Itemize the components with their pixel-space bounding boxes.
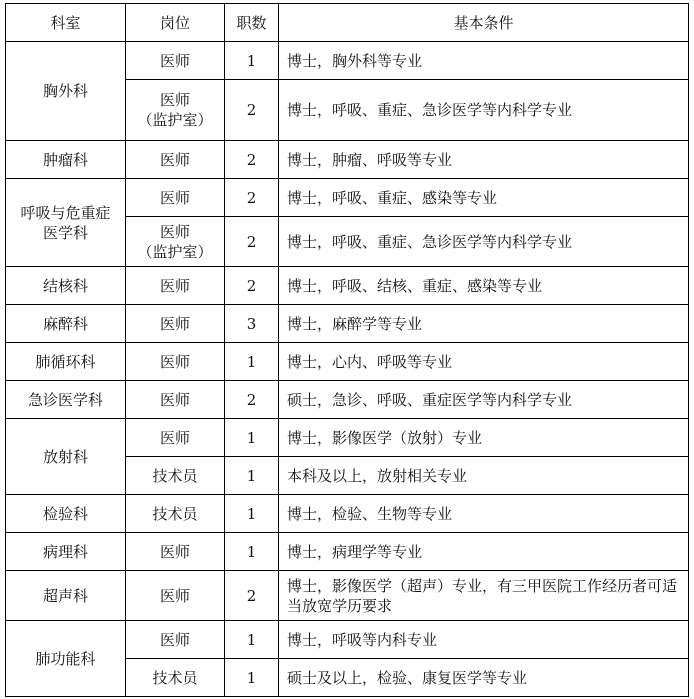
count-cell: 2 xyxy=(225,141,279,179)
post-cell: 技术员 xyxy=(126,659,225,697)
requirement-cell: 博士，胸外科等专业 xyxy=(279,42,689,80)
count-cell: 1 xyxy=(225,343,279,381)
count-cell: 2 xyxy=(225,217,279,267)
post-cell: 技术员 xyxy=(126,495,225,533)
requirement-cell: 博士，呼吸、重症、急诊医学等内科学专业 xyxy=(279,80,689,141)
dept-cell: 肿瘤科 xyxy=(6,141,126,179)
dept-cell: 呼吸与危重症 医学科 xyxy=(6,179,126,267)
table-row xyxy=(6,621,689,659)
recruitment-table xyxy=(5,3,689,697)
requirement-cell: 博士，肿瘤、呼吸等专业 xyxy=(279,141,689,179)
post-cell: 医师 xyxy=(126,533,225,571)
table-row xyxy=(6,42,689,80)
requirement-cell: 博士，麻醉学等专业 xyxy=(279,305,689,343)
count-cell: 1 xyxy=(225,659,279,697)
table-row xyxy=(6,267,689,305)
requirement-cell: 硕士，急诊、呼吸、重症医学等内科学专业 xyxy=(279,381,689,419)
dept-cell: 检验科 xyxy=(6,495,126,533)
count-cell: 3 xyxy=(225,305,279,343)
header-row xyxy=(6,4,689,42)
table-row xyxy=(6,381,689,419)
header-requirements: 基本条件 xyxy=(279,4,689,42)
header-count: 职数 xyxy=(225,4,279,42)
table-body xyxy=(6,42,689,697)
requirement-cell: 本科及以上，放射相关专业 xyxy=(279,457,689,495)
count-cell: 2 xyxy=(225,381,279,419)
post-cell: 医师 xyxy=(126,141,225,179)
count-cell: 1 xyxy=(225,42,279,80)
post-cell: 医师 xyxy=(126,42,225,80)
table-row xyxy=(6,495,689,533)
requirement-cell: 博士，呼吸等内科专业 xyxy=(279,621,689,659)
requirement-cell: 博士，呼吸、重症、感染等专业 xyxy=(279,179,689,217)
table-row xyxy=(6,305,689,343)
post-cell: 医师 xyxy=(126,571,225,621)
requirement-cell: 博士，病理学等专业 xyxy=(279,533,689,571)
dept-cell: 超声科 xyxy=(6,571,126,621)
table-row xyxy=(6,179,689,217)
post-cell: 医师 xyxy=(126,343,225,381)
dept-cell: 肺循环科 xyxy=(6,343,126,381)
table-row xyxy=(6,571,689,621)
count-cell: 2 xyxy=(225,571,279,621)
header-post: 岗位 xyxy=(126,4,225,42)
requirement-cell: 博士，呼吸、结核、重症、感染等专业 xyxy=(279,267,689,305)
requirement-cell: 博士，影像医学（超声）专业，有三甲医院工作经历者可适当放宽学历要求 xyxy=(279,571,689,621)
post-cell: 医师 xyxy=(126,267,225,305)
count-cell: 1 xyxy=(225,419,279,457)
header-dept: 科室 xyxy=(6,4,126,42)
dept-cell: 肺功能科 xyxy=(6,621,126,697)
dept-cell: 麻醉科 xyxy=(6,305,126,343)
post-cell: 医师 xyxy=(126,381,225,419)
dept-cell: 胸外科 xyxy=(6,42,126,141)
post-cell: 医师 （监护室） xyxy=(126,80,225,141)
table-row xyxy=(6,419,689,457)
requirement-cell: 博士，呼吸、重症、急诊医学等内科学专业 xyxy=(279,217,689,267)
requirement-cell: 博士，影像医学（放射）专业 xyxy=(279,419,689,457)
requirement-cell: 博士，检验、生物等专业 xyxy=(279,495,689,533)
count-cell: 2 xyxy=(225,80,279,141)
requirement-cell: 博士，心内、呼吸等专业 xyxy=(279,343,689,381)
requirement-cell: 硕士及以上，检验、康复医学等专业 xyxy=(279,659,689,697)
post-cell: 医师 xyxy=(126,621,225,659)
post-cell: 医师 xyxy=(126,179,225,217)
table-row xyxy=(6,533,689,571)
count-cell: 1 xyxy=(225,621,279,659)
count-cell: 1 xyxy=(225,533,279,571)
dept-cell: 放射科 xyxy=(6,419,126,495)
post-cell: 医师 （监护室） xyxy=(126,217,225,267)
count-cell: 2 xyxy=(225,179,279,217)
count-cell: 1 xyxy=(225,457,279,495)
post-cell: 医师 xyxy=(126,419,225,457)
dept-cell: 结核科 xyxy=(6,267,126,305)
post-cell: 医师 xyxy=(126,305,225,343)
dept-cell: 病理科 xyxy=(6,533,126,571)
table-row xyxy=(6,343,689,381)
post-cell: 技术员 xyxy=(126,457,225,495)
table-row xyxy=(6,141,689,179)
dept-cell: 急诊医学科 xyxy=(6,381,126,419)
count-cell: 2 xyxy=(225,267,279,305)
count-cell: 1 xyxy=(225,495,279,533)
